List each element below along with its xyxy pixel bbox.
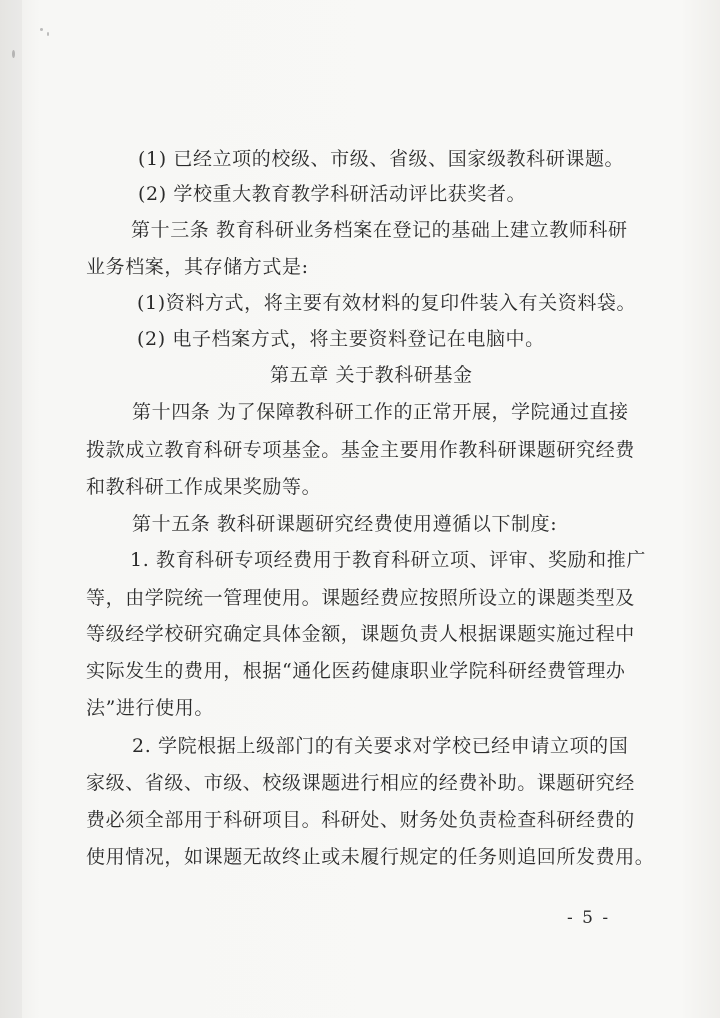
text-line-13: 等，由学院统一管理使用。课题经费应按照所设立的课题类型及 bbox=[86, 587, 635, 609]
text-line-2: (2) 学校重大教育教学科研活动评比获奖者。 bbox=[138, 183, 527, 205]
text-line-14: 等级经学校研究确定具体金额，课题负责人根据课题实施过程中 bbox=[86, 623, 635, 645]
text-line-19: 费必须全部用于科研项目。科研处、财务处负责检查科研经费的 bbox=[86, 809, 635, 831]
scan-speck bbox=[12, 50, 15, 58]
text-line-17: 2. 学院根据上级部门的有关要求对学校已经申请立项的国 bbox=[132, 735, 629, 757]
text-line-4: 业务档案，其存储方式是: bbox=[86, 256, 309, 278]
text-line-11: 第十五条 教科研课题研究经费使用遵循以下制度: bbox=[132, 513, 558, 535]
text-line-12: 1. 教育科研专项经费用于教育科研立项、评审、奖励和推广 bbox=[130, 549, 646, 571]
text-line-20: 使用情况，如课题无故终止或未履行规定的任务则追回所发费用。 bbox=[86, 846, 655, 868]
text-line-16: 法”进行使用。 bbox=[86, 697, 214, 719]
text-line-1: (1) 已经立项的校级、市级、省级、国家级教科研课题。 bbox=[138, 148, 625, 170]
scan-speck bbox=[40, 28, 43, 31]
text-line-10: 和教科研工作成果奖励等。 bbox=[86, 476, 322, 498]
text-line-9: 拨款成立教育科研专项基金。基金主要用作教科研课题研究经费 bbox=[86, 439, 635, 461]
text-line-15: 实际发生的费用，根据“通化医药健康职业学院科研经费管理办 bbox=[86, 660, 626, 682]
text-line-18: 家级、省级、市级、校级课题进行相应的经费补助。课题研究经 bbox=[86, 772, 635, 794]
chapter-heading: 第五章 关于教科研基金 bbox=[270, 364, 473, 386]
text-line-3: 第十三条 教育科研业务档案在登记的基础上建立教师科研 bbox=[131, 219, 628, 241]
text-line-5: (1)资料方式，将主要有效材料的复印件装入有关资料袋。 bbox=[137, 292, 637, 314]
scan-speck bbox=[47, 32, 49, 36]
text-line-8: 第十四条 为了保障教科研工作的正常开展，学院通过直接 bbox=[132, 401, 629, 423]
page-number: - 5 - bbox=[567, 908, 611, 928]
scan-shadow-left bbox=[0, 0, 22, 1018]
text-line-6: (2) 电子档案方式，将主要资料登记在电脑中。 bbox=[137, 328, 545, 350]
